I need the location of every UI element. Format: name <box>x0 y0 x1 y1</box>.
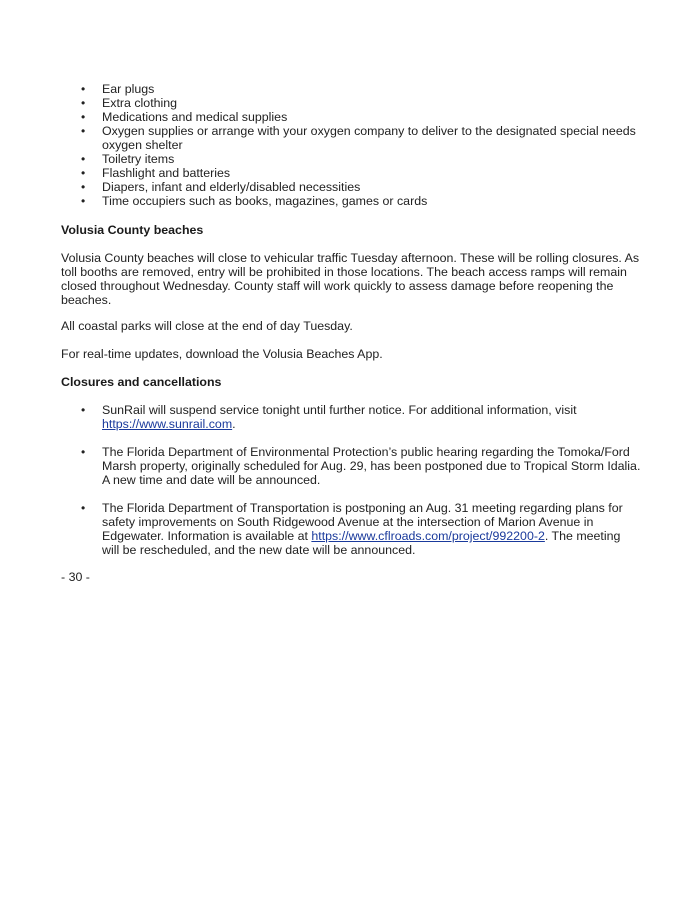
bullet: • <box>81 180 86 194</box>
list-item <box>81 166 641 180</box>
closure-item-fdep <box>81 445 641 487</box>
closure-item-sunrail <box>81 403 641 431</box>
bullet: • <box>81 403 86 417</box>
list-item-text: Flashlight and batteries <box>102 166 231 180</box>
bullet: • <box>81 501 86 515</box>
bullet: • <box>81 152 86 166</box>
beaches-paragraph: Volusia County beaches will close to vehicular traffic Tuesday afternoon. These will be rolling closures. As toll booths are removed, entry will be prohibited in those locations. The beach access ramps will remain closed throughout Wednesday. County staff will work quickly to assess damage before reopening the beaches. <box>61 251 640 307</box>
cflroads-link[interactable]: https://www.cflroads.com/project/992200-2 <box>311 529 545 543</box>
closure-item-fdot <box>81 501 641 557</box>
bullet: • <box>81 445 86 459</box>
list-item <box>81 194 641 208</box>
bullet: • <box>81 82 86 96</box>
list-item <box>81 124 641 152</box>
bullet: • <box>81 96 86 110</box>
bullet: • <box>81 166 86 180</box>
app-updates-paragraph: For real-time updates, download the Volusia Beaches App. <box>61 347 383 361</box>
closure-text-end: . The meeting will be rescheduled, and the new date will be announced. <box>102 529 621 557</box>
bullet: • <box>81 124 86 138</box>
list-item-text: Toiletry items <box>102 152 175 166</box>
page-number: - 30 - <box>61 570 90 584</box>
beaches-heading: Volusia County beaches <box>61 223 204 237</box>
list-item <box>81 180 641 194</box>
list-item-text: Extra clothing <box>102 96 178 110</box>
bullet: • <box>81 110 86 124</box>
bullet: • <box>81 194 86 208</box>
coastal-parks-paragraph: All coastal parks will close at the end of day Tuesday. <box>61 319 353 333</box>
closure-text: The Florida Department of Transportation is postponing an Aug. 31 meeting regarding plans for safety improvements on South Ridgewood Avenue at the intersection of Marion Avenue in Edgewater. Information is available at <box>102 501 623 543</box>
list-item <box>81 82 641 96</box>
list-item-text: Medications and medical supplies <box>102 110 288 124</box>
list-item <box>81 110 641 124</box>
closure-text-end: . <box>232 417 236 431</box>
closures-heading: Closures and cancellations <box>61 375 222 389</box>
list-item-text: Oxygen supplies or arrange with your oxygen company to deliver to the designated special needs oxygen shelter <box>102 124 636 152</box>
closure-text: The Florida Department of Environmental Protection’s public hearing regarding the Tomoka/Ford Marsh property, originally scheduled for Aug. 29, has been postponed due to Tropical Storm Idalia. A new time and date will be announced. <box>102 445 641 487</box>
list-item-text: Diapers, infant and elderly/disabled necessities <box>102 180 361 194</box>
list-item-text: Time occupiers such as books, magazines, games or cards <box>102 194 428 208</box>
closure-text: SunRail will suspend service tonight until further notice. For additional information, visit <box>102 403 577 417</box>
list-item <box>81 152 641 166</box>
supplies-list <box>81 82 641 208</box>
sunrail-link[interactable]: https://www.sunrail.com <box>102 417 233 431</box>
list-item <box>81 96 641 110</box>
closures-list <box>81 403 641 571</box>
list-item-text: Ear plugs <box>102 82 155 96</box>
